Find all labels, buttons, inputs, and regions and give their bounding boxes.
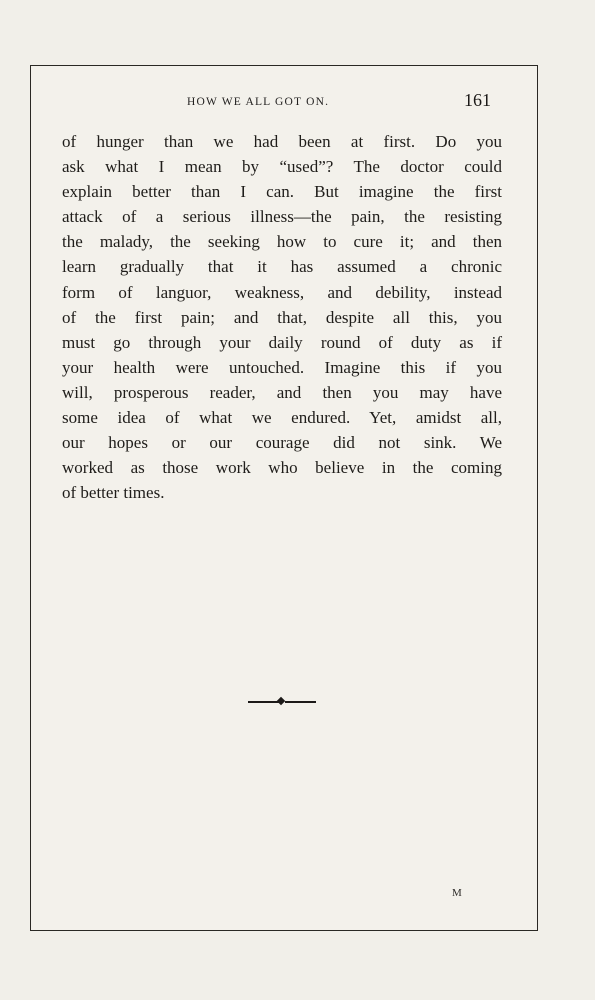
text-line: your health were untouched. Imagine this if you (62, 357, 502, 377)
text-line: ask what I mean by “used”? The doctor could (62, 157, 502, 177)
text-line: must go through your daily round of duty as if (62, 332, 502, 352)
text-line: will, prosperous reader, and then you may have (62, 382, 502, 402)
running-title: HOW WE ALL GOT ON. (187, 96, 330, 108)
text-line: our hopes or our courage did not sink. We (62, 433, 502, 453)
text-line: form of languor, weakness, and debility, instead (62, 282, 502, 302)
text-line: worked as those work who believe in the coming (62, 458, 502, 478)
text-line: learn gradually that it has assumed a chronic (62, 257, 502, 277)
body-text (62, 129, 502, 505)
diamond-ornament-icon (277, 697, 285, 705)
text-line: some idea of what we endured. Yet, amidst all, (62, 408, 502, 428)
text-line: of the first pain; and that, despite all this, you (62, 307, 502, 327)
ornament-rule-right (285, 701, 316, 703)
text-line: the malady, the seeking how to cure it; and then (62, 232, 502, 252)
page-number: 161 (464, 90, 491, 110)
signature-mark: M (452, 887, 462, 899)
ornament-rule-left (248, 701, 279, 703)
text-line: of better times. (62, 483, 165, 503)
running-head (0, 92, 595, 114)
section-end-ornament (248, 696, 316, 708)
text-line: attack of a serious illness—the pain, the resisting (62, 207, 502, 227)
text-line: explain better than I can. But imagine the first (62, 182, 502, 202)
text-line: of hunger than we had been at first. Do you (62, 132, 502, 151)
